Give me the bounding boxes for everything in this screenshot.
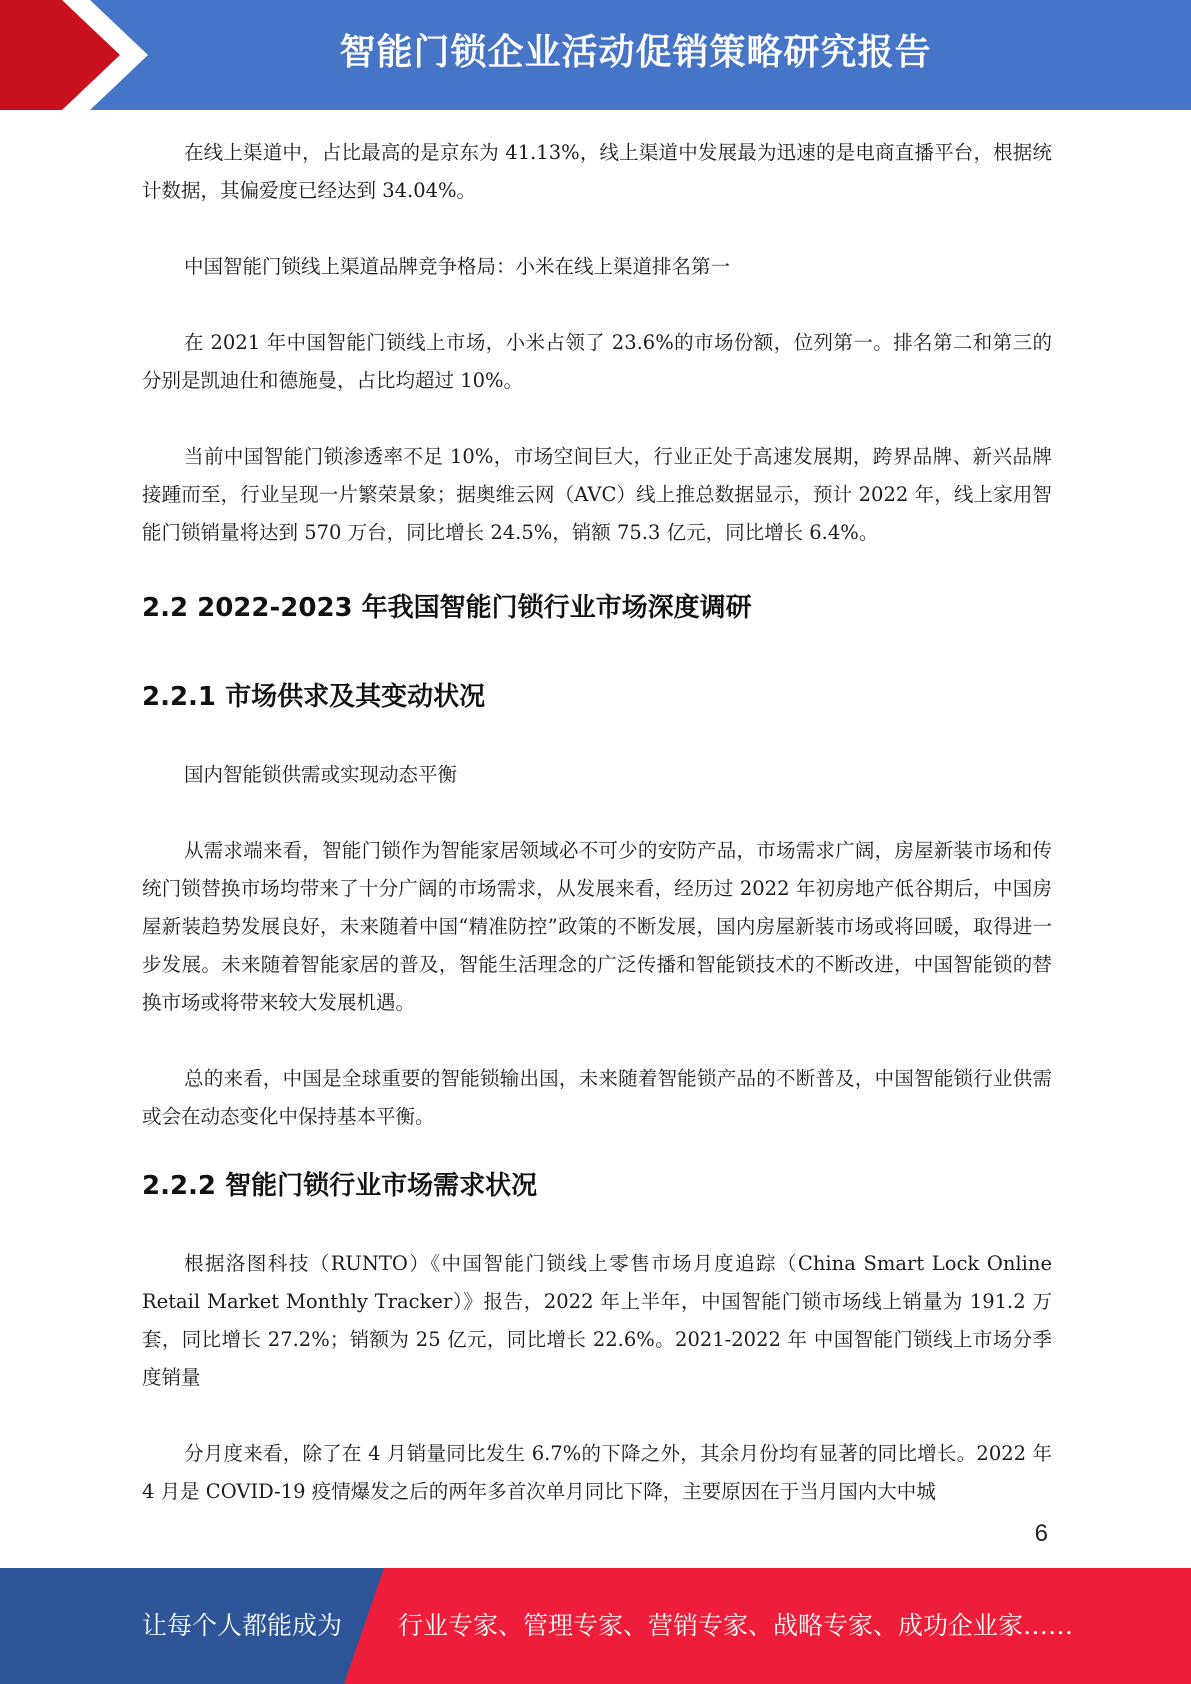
section-heading-2-2-2: 2.2.2 智能门锁行业市场需求状况 [142, 1171, 538, 1201]
footer-slogan-right: 行业专家、管理专家、营销专家、战略专家、成功企业家…… [398, 1611, 1074, 1640]
section-heading-2-2: 2.2 2022-2023 年我国智能门锁行业市场深度调研 [142, 593, 752, 623]
paragraph-summary: 总的来看，中国是全球重要的智能锁输出国，未来随着智能锁产品的不断普及，中国智能锁行业供需或会在动态变化中保持基本平衡。 [142, 1067, 1052, 1128]
paragraph-online-channels: 在线上渠道中，占比最高的是京东为 41.13%，线上渠道中发展最为迅速的是电商直播平台，根据统计数据，其偏爱度已经达到 34.04%。 [142, 141, 1052, 202]
paragraph-xiaomi-share: 在 2021 年中国智能门锁线上市场，小米占领了 23.6%的市场份额，位列第一。排名第二和第三的分别是凯迪仕和德施曼，占比均超过 10%。 [142, 331, 1052, 392]
page-header [0, 0, 1191, 110]
footer-slogan-left: 让每个人都能成为 [142, 1611, 343, 1640]
paragraph-brand-competition: 中国智能门锁线上渠道品牌竞争格局：小米在线上渠道排名第一 [184, 255, 731, 278]
paragraph-runto-report: 根据洛图科技（RUNTO）《中国智能门锁线上零售市场月度追踪（China Smart Lock Online Retail Market Monthly Tracker）》报告，2022 年上半年，中国智能门锁市场线上销量为 191.2 万套，同比增长 27.2%；销额为 25 亿元，同比增长 22.6%。2021-2022 年 中国智能门锁线上市场分季度销量 [142, 1252, 1052, 1389]
page-number: 6 [1034, 1520, 1048, 1547]
paragraph-penetration-rate: 当前中国智能门锁渗透率不足 10%，市场空间巨大，行业正处于高速发展期，跨界品牌、新兴品牌接踵而至，行业呈现一片繁荣景象；据奥维云网（AVC）线上推总数据显示，预计 2022 年，线上家用智能门锁销量将达到 570 万台，同比增长 24.5%，销额 75.3 亿元，同比增长 6.4%。 [142, 445, 1052, 544]
header-title: 智能门锁企业活动促销策略研究报告 [339, 32, 932, 73]
paragraph-demand-side: 从需求端来看，智能门锁作为智能家居领域必不可少的安防产品，市场需求广阔，房屋新装市场和传统门锁替换市场均带来了十分广阔的市场需求，从发展来看，经历过 2022 年初房地产低谷期后，中国房屋新装趋势发展良好，未来随着中国“精准防控”政策的不断发展，国内房屋新装市场或将回暖，取得进一步发展。未来随着智能家居的普及，智能生活理念的广泛传播和智能锁技术的不断改进，中国智能锁的替换市场或将带来较大发展机遇。 [142, 839, 1052, 1014]
paragraph-monthly-sales: 分月度来看，除了在 4 月销量同比发生 6.7%的下降之外，其余月份均有显著的同比增长。2022 年 4 月是 COVID-19 疫情爆发之后的两年多首次单月同比下降，主要原因在于当月国内大中城 [142, 1442, 1052, 1503]
page-footer [0, 1568, 1191, 1684]
document-body [142, 134, 1052, 1511]
paragraph-supply-demand-balance: 国内智能锁供需或实现动态平衡 [184, 763, 458, 786]
section-heading-2-2-1: 2.2.1 市场供求及其变动状况 [142, 682, 486, 712]
